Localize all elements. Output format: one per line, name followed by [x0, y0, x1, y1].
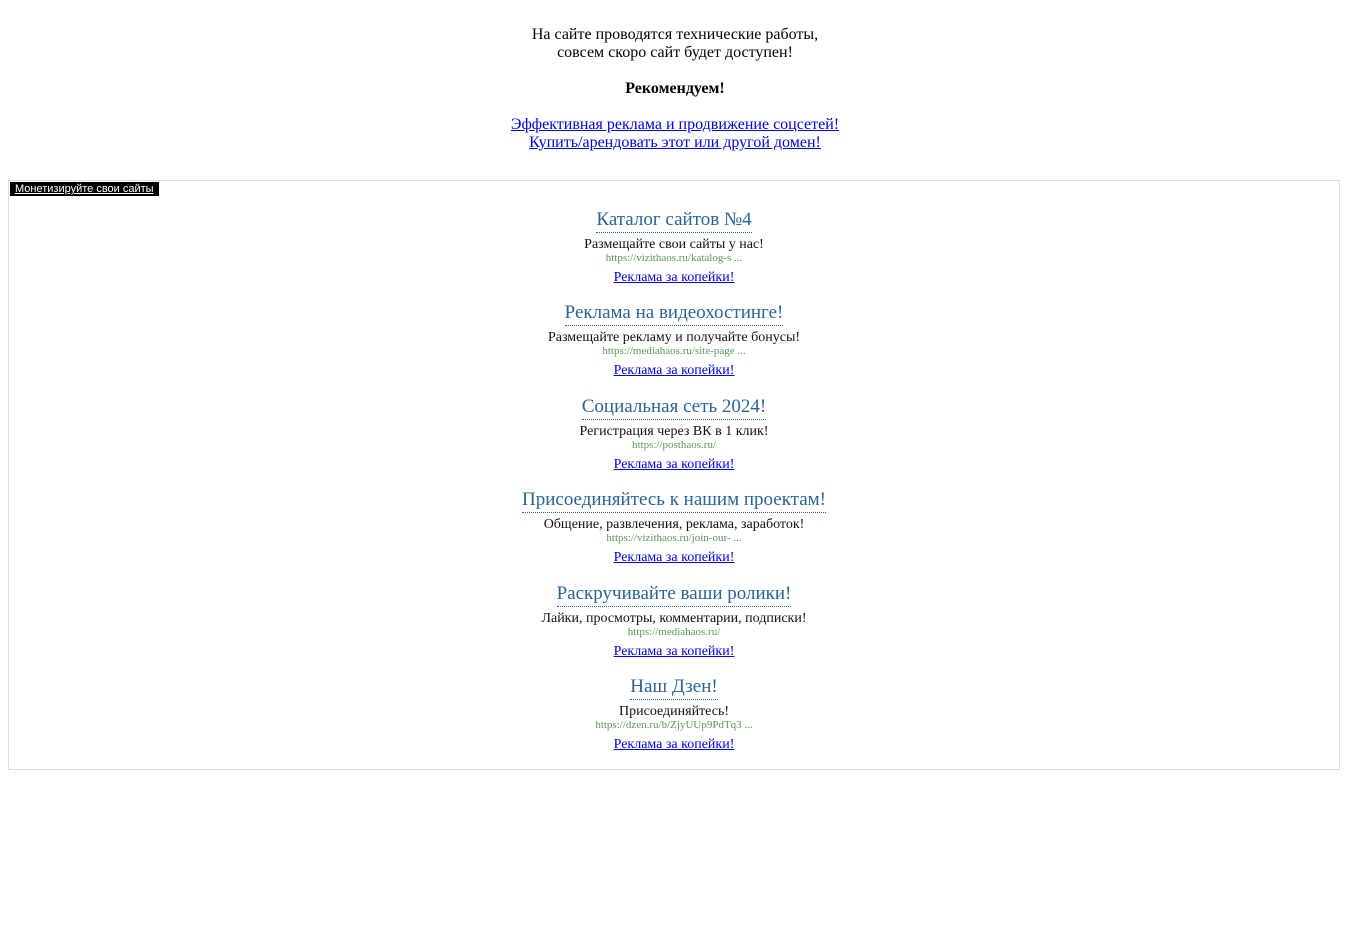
buy-domain-link[interactable]: Купить/арендовать этот или другой домен!: [529, 134, 821, 151]
ad-description: Размещайте рекламу и получайте бонусы!: [547, 330, 801, 346]
ad-cta-link[interactable]: Реклама за копейки!: [613, 270, 735, 285]
ad-item: [9, 302, 1339, 395]
maintenance-message-line2: совсем скоро сайт будет доступен!: [557, 44, 793, 61]
ad-url: https://dzen.ru/b/ZjyUUp9PdTq3 ...: [595, 718, 753, 731]
ad-title-link[interactable]: Каталог сайтов №4: [596, 209, 751, 233]
ad-block: [8, 180, 1340, 770]
ad-url: https://vizithaos.ru/katalog-s ...: [605, 252, 743, 264]
ad-cta-link[interactable]: Реклама за копейки!: [613, 736, 735, 752]
social-promotion-link[interactable]: Эффективная реклама и продвижение соцсетей!: [510, 116, 840, 133]
ad-description: Лайки, просмотры, комментарии, подписки!: [541, 610, 807, 626]
ad-title-link[interactable]: Реклама на видеохостинге!: [565, 302, 784, 326]
ad-url: https://posthaos.ru/: [631, 438, 717, 451]
recommend-links: [0, 116, 1350, 152]
ad-title-link[interactable]: Присоединяйтесь к нашим проектам!: [522, 489, 826, 513]
monetize-badge-link[interactable]: Монетизируйте свои сайты: [10, 182, 159, 196]
ad-title-link[interactable]: Социальная сеть 2024!: [582, 396, 767, 420]
ad-item: [9, 489, 1339, 582]
ad-description: Регистрация через ВК в 1 клик!: [579, 423, 769, 439]
ad-item: [9, 676, 1339, 769]
ad-item: [9, 583, 1339, 676]
ad-url: https://mediahaos.ru/: [627, 625, 721, 638]
ad-cta-link[interactable]: Реклама за копейки!: [613, 643, 735, 659]
recommend-heading: Рекомендуем!: [625, 80, 725, 97]
ad-cta-link[interactable]: Реклама за копейки!: [613, 550, 735, 566]
ad-item: [9, 396, 1339, 489]
ad-cta-link[interactable]: Реклама за копейки!: [613, 363, 735, 379]
ad-title-link[interactable]: Наш Дзен!: [630, 676, 717, 700]
ad-description: Присоединяйтесь!: [619, 703, 729, 719]
ad-description: Размещайте свои сайты у нас!: [584, 237, 764, 252]
ad-description: Общение, развлечения, реклама, заработок!: [543, 517, 805, 533]
ad-list: [9, 209, 1339, 769]
maintenance-message-line1: На сайте проводятся технические работы,: [531, 26, 819, 43]
ad-title-link[interactable]: Раскручивайте ваши ролики!: [557, 583, 792, 607]
ad-cta-link[interactable]: Реклама за копейки!: [613, 456, 735, 472]
ad-url: https://vizithaos.ru/join-our- ...: [606, 532, 742, 545]
ad-item: [9, 209, 1339, 302]
ad-url: https://mediahaos.ru/site-page ...: [602, 345, 746, 358]
maintenance-notice: [0, 26, 1350, 152]
